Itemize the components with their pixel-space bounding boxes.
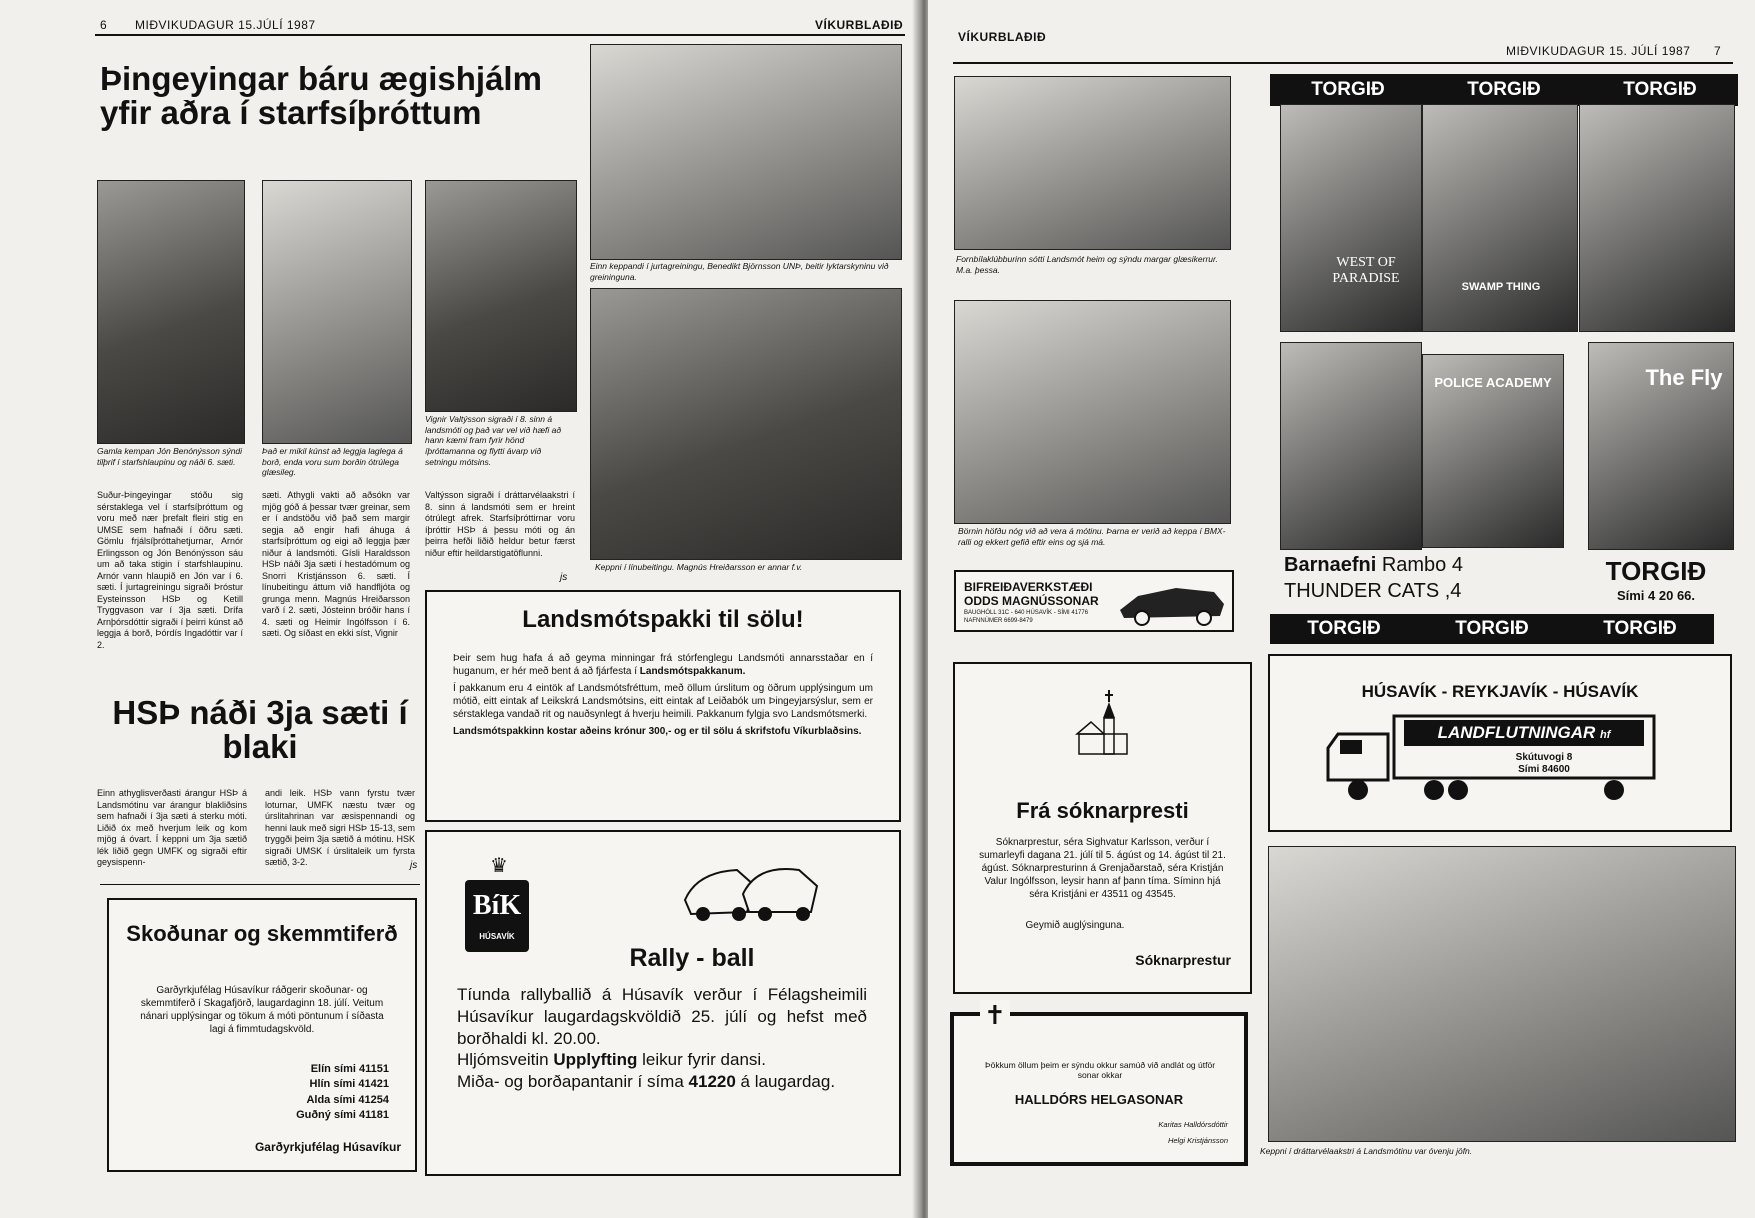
rally-p2 (457, 1049, 867, 1071)
torgid-bar-bottom-2: TORGIÐ (1455, 618, 1529, 639)
landsmotspakki-ad (425, 590, 901, 822)
torgid-bar-top (1270, 74, 1738, 106)
page-number-left: 6 (100, 18, 108, 32)
landflutningar-hf: hf (1600, 729, 1611, 741)
torgid-line2: THUNDER CATS ,4 (1284, 580, 1462, 602)
soknarprestur-title: Frá sóknarpresti (1016, 798, 1189, 823)
bik-logo-sub: HÚSAVÍK (479, 932, 515, 941)
date-right: MIÐVIKUDAGUR 15. JÚLÍ 1987 (1506, 44, 1691, 58)
landflutningar-brand-name: LANDFLUTNINGAR (1437, 723, 1596, 742)
thanks-notice (950, 1000, 1248, 1166)
soknarprestur-sign: Sóknarprestur (1135, 952, 1231, 968)
bifreidaverkstaedi-ad (954, 570, 1234, 632)
bik-logo (465, 856, 533, 964)
bifreid-line4: NAFNNÚMER 6699-8479 (964, 618, 1033, 624)
right-page (928, 0, 1755, 1218)
caption-line-baiting: Keppni í línubeitingu. Magnús Hreiðarsson er annar f.v. (595, 562, 803, 572)
thanks-sig-2: Helgi Kristjánsson (1167, 1136, 1228, 1145)
poster-3-title: POLICE ACADEMY (1434, 375, 1552, 390)
torgid-bar-top-3: TORGIÐ (1623, 79, 1697, 100)
poster-4 (1280, 342, 1422, 550)
article-col-1: Suður-Þingeyingar stóðu sig sérstaklega vel í starfsíþróttum og voru með nær þrefalt fleiri stig en UMSE sem hafnaði í öðru sæti. Gömlu frjálsíþróttahetjurnar, Arnór Erlingsson og Jón Benónýsson sáu um að taka stigin í starfshlaupinu. Arnór vann hlaupið en Jón var í 6. sæti. Í jurtagreiningu sigraði Þróstur Eysteinsson HSÞ og Ketill Tryggvason var í 3ja sæti. Drífa Arnþórsdóttir sigraði í þeirri kúnst að leggja á borð, Þórdís Ingadóttir var í 2. (97, 490, 243, 650)
pakki-p1-bold: Landsmótspakkanum. (639, 666, 746, 677)
caption-table: Það er mikil kúnst að leggja laglega á borð, enda voru sum borðin ótrúlega glæsileg. (262, 446, 403, 478)
skodun-footer: Garðyrkjufélag Húsavíkur (254, 1140, 401, 1154)
hsb-rule (100, 884, 420, 885)
rally-p3-a: Miða- og borðapantanir í síma (457, 1072, 684, 1091)
article-signature: js (560, 572, 568, 583)
poster-the-fly (1588, 342, 1734, 550)
header-rule-right (953, 62, 1733, 64)
landflutningar-addr: Skútuvogi 8 (1515, 752, 1573, 763)
poster-2-title: SWAMP THING (1461, 281, 1541, 293)
pakki-p1: Þeir sem hug hafa á að geyma minningar frá stórfenglegu Landsmóti annarsstaðar en í huganum, er hér með bent á að fjárfesta í (453, 653, 873, 677)
torgid-bar-bottom (1270, 614, 1714, 644)
caption-plant-id: Einn keppandi í jurtagreiningu, Benedikt Björnsson UNÞ, beitir lyktarskyninu við greininguna. (590, 261, 889, 282)
thanks-name: HALLDÓRS HELGASONAR (1014, 1092, 1184, 1107)
paper-name-right: VÍKURBLAÐIÐ (958, 30, 1047, 44)
crown-icon: ♛ (490, 855, 508, 877)
hsb-headline: HSÞ náði 3ja sæti í blaki (112, 694, 408, 765)
thanks-body: Þökkum öllum þeim er sýndu okkur samúð við andlát og útför sonar okkar (984, 1060, 1216, 1080)
caption-bmx: Börnin höfðu nóg við að vera á mótinu. Þarna er verið að keppa í BMX-ralli og ekkert gefið eftir eins og sjá má. (958, 526, 1226, 547)
torgid-bar-top-2: TORGIÐ (1467, 79, 1541, 100)
rally-band: Upplyfting (553, 1050, 638, 1070)
hsb-col-1: Einn athyglisverðasti árangur HSÞ á Landsmótinu var árangur blakliðsins sem hafnaði í 3ja sæti á sterku móti. Liðið óx með hverjum leik og kom mjög á óvart. Í keppni um 3ja sætið lék liðið gegn UMFK og sigraði eftir geysispenn- (97, 788, 247, 868)
poster-police-academy (1422, 354, 1564, 548)
landflutningar-phone: Sími 84600 (1518, 764, 1570, 775)
photo-runner (97, 180, 245, 444)
pakki-title: Landsmótspakki til sölu! (522, 606, 804, 633)
skodunarferd-ad (107, 898, 417, 1172)
torgid-bar-top-1: TORGIÐ (1311, 79, 1385, 100)
paper-name-left: VÍKURBLAÐIÐ (815, 18, 904, 32)
soknarprestur-ad (953, 662, 1252, 994)
main-headline: Þingeyingar báru ægishjálm yfir aðra í starfsíþróttum (100, 60, 542, 131)
skodun-body: Garðyrkjufélag Húsavíkur ráðgerir skoðunar- og skemmtiferð í Skagafjörð, laugardaginn 18. júlí. Veitum nánari upplýsingar og tökum á móti pöntunum í síðasta lagi á fimmtudagskvöld. (140, 985, 384, 1035)
thanks-sig-1: Karitas Halldórsdóttir (1158, 1120, 1228, 1129)
photo-plant-id (590, 44, 902, 260)
rally-phone: 41220 (688, 1072, 736, 1091)
bik-logo-text: BíK (472, 890, 522, 921)
bifreid-line3: BAUGHÓLL 31C - 640 HÚSAVÍK - SÍMI 41776 (964, 610, 1089, 616)
contact-1: Elín sími 41151 (310, 1063, 389, 1075)
poster-west-of-paradise (1280, 104, 1422, 332)
header-rule (95, 34, 905, 36)
skodun-contacts (259, 1062, 389, 1124)
bifreid-line1: BIFREIÐAVERKSTÆÐI (964, 580, 1093, 594)
poster-4-title: The Fly (1645, 365, 1723, 390)
skodun-title: Skoðunar og skemmtiferð (126, 921, 398, 946)
rally-p1: Tíunda rallyballið á Húsavík verður í Félagsheimili Húsavíkur laugardagskvöldið 25. júlí og hefst með borðhaldi kl. 20.00. (457, 985, 867, 1048)
photo-tractor (1268, 846, 1736, 1142)
contact-4: Guðný sími 41181 (296, 1109, 389, 1122)
rally-p3-b: á laugardag. (740, 1072, 836, 1091)
cross-icon: ✝ (980, 1000, 1010, 1031)
torgid-rambo: Rambo 4 (1381, 554, 1463, 576)
landflutningar-brand (1404, 720, 1644, 746)
pakki-body (453, 652, 873, 738)
landflutningar-ad (1268, 654, 1732, 832)
pakki-p3: Landsmótspakkinn kostar aðeins krónur 300,- og er til sölu á skrifstofu Víkurblaðsins. (453, 726, 862, 737)
poster-swamp-thing (1422, 104, 1578, 332)
bifreid-line2: ODDS MAGNÚSSONAR (964, 594, 1099, 608)
rally-p2-b: leikur fyrir dansi. (642, 1050, 766, 1070)
torgid-phone: Sími 4 20 66. (1616, 588, 1696, 603)
caption-vignir: Vignir Valtýsson sigraði í 8. sinn á landsmóti og það var vel við hæfi að hann kæmi fram fyrir hönd íþróttamanna og flytti ávarp við setningu mótsins. (425, 414, 562, 467)
page-number-right: 7 (1714, 44, 1722, 58)
bik-shield (465, 880, 529, 952)
torgid-line1 (1284, 554, 1463, 577)
article-col-3: Valtýsson sigraði í dráttarvélaakstri í 8. sinn á landsmóti sem er hreint ótrúlegt afrek. Starfsíþróttirnar voru íþróttir HSÞ á þessu móti og án þeirra hefði liðið heldur betur færst niður eftir heildarstigatöflunni. (425, 490, 575, 558)
soknarprestur-body: Sóknarprestur, séra Sighvatur Karlsson, verður í sumarleyfi dagana 21. júlí til 5. ágúst og 14. ágúst til 21. ágúst. Sóknarpresturinn á Grenjaðarstað, séra Kristján Valur Ingólfsson, leysir hann af þann tíma. Síminn hjá séra Kristjáni er 43511 og 43545. (979, 837, 1226, 900)
photo-line-baiting (590, 288, 902, 560)
poster-1-title: WEST OF PARADISE (1332, 255, 1400, 286)
rally-cars-icon (677, 850, 827, 930)
torgid-barnaefni: Barnaefni (1284, 554, 1377, 576)
pakki-p2: Í pakkanum eru 4 eintök af Landsmótsfréttum, með öllum úrslitum og öðrum upplýsingum um mótið, eitt eintak af Leikskrá Landsmótsins, eitt eintak af Leiðabók um Þingeyjarsýslur, sem er sérstaklega vandað rit og nauðsynlegt á hverju heimili. Pakkanum fylgja svo Landsmótsmerki. (453, 683, 873, 720)
sports-car-icon (1116, 574, 1228, 626)
caption-tractor: Keppni í dráttarvélaakstri á Landsmótinu var óvenju jöfn. (1260, 1146, 1473, 1156)
poster-3 (1579, 104, 1735, 332)
caption-runner: Gamla kempan Jón Benónýsson sýndi tilþrif í starfshlaupinu og náði 6. sæti. (97, 446, 243, 467)
torgid-bar-bottom-1: TORGIÐ (1307, 618, 1381, 639)
rally-p3 (457, 1071, 867, 1093)
photo-vintage-car (954, 76, 1231, 250)
soknarprestur-note: Geymið auglýsinguna. (1025, 920, 1125, 931)
rally-body (457, 984, 867, 1093)
photo-vignir (425, 180, 577, 412)
landflutningar-route: HÚSAVÍK - REYKJAVÍK - HÚSAVÍK (1361, 682, 1639, 701)
article-col-2: sæti. Athygli vakti að aðsókn var mjög góð á þessar tvær greinar, sem er í andstöðu við það sem margir segja að engir hafi áhuga á starfsíþróttum og eigi að leggja þær niður á landsmóti. Gísli Haraldsson HSÞ náði 3ja sæti í hestadómum og Snorri Kristjánsson 6. sæti. Í línubeitingu áttum við handfljóta og grunga menn. Magnús Hreiðarsson varð í 2. sæti, Jósteinn bróðir hans í 4. sæti og Heimir Ingólfsson í 6. sæti. Og síðast en ekki síst, Vignir (262, 490, 410, 639)
contact-2: Hlín sími 41421 (309, 1078, 389, 1091)
hsb-col-2: andi leik. HSÞ vann fyrstu tvær loturnar, UMFK næstu tvær og úrslitahrinan var æsispennandi og henni lauk með sigri HSÞ 15-13, sem tryggði þeim 3ja sætið á mótinu. HSK sigraði UMSK í úrslitaleik um fyrsta sætið, 3-2. (265, 788, 415, 868)
photo-bmx (954, 300, 1231, 524)
rally-ball-ad (425, 830, 901, 1176)
rally-p2-a: Hljómsveitin (457, 1050, 549, 1070)
photo-table-setting (262, 180, 412, 444)
torgid-brand: TORGIÐ (1605, 556, 1707, 586)
contact-3: Alda sími 41254 (306, 1093, 389, 1106)
torgid-bar-bottom-3: TORGIÐ (1603, 618, 1677, 639)
hsb-signature: js (410, 860, 418, 871)
caption-car: Fornbílaklúbburinn sótti Landsmót heim og sýndu margar glæsikerrur. M.a. þessa. (956, 254, 1218, 275)
church-icon (1073, 688, 1133, 758)
rally-title: Rally - ball (629, 944, 755, 972)
date-left: MIÐVIKUDAGUR 15.JÚLÍ 1987 (135, 18, 316, 32)
